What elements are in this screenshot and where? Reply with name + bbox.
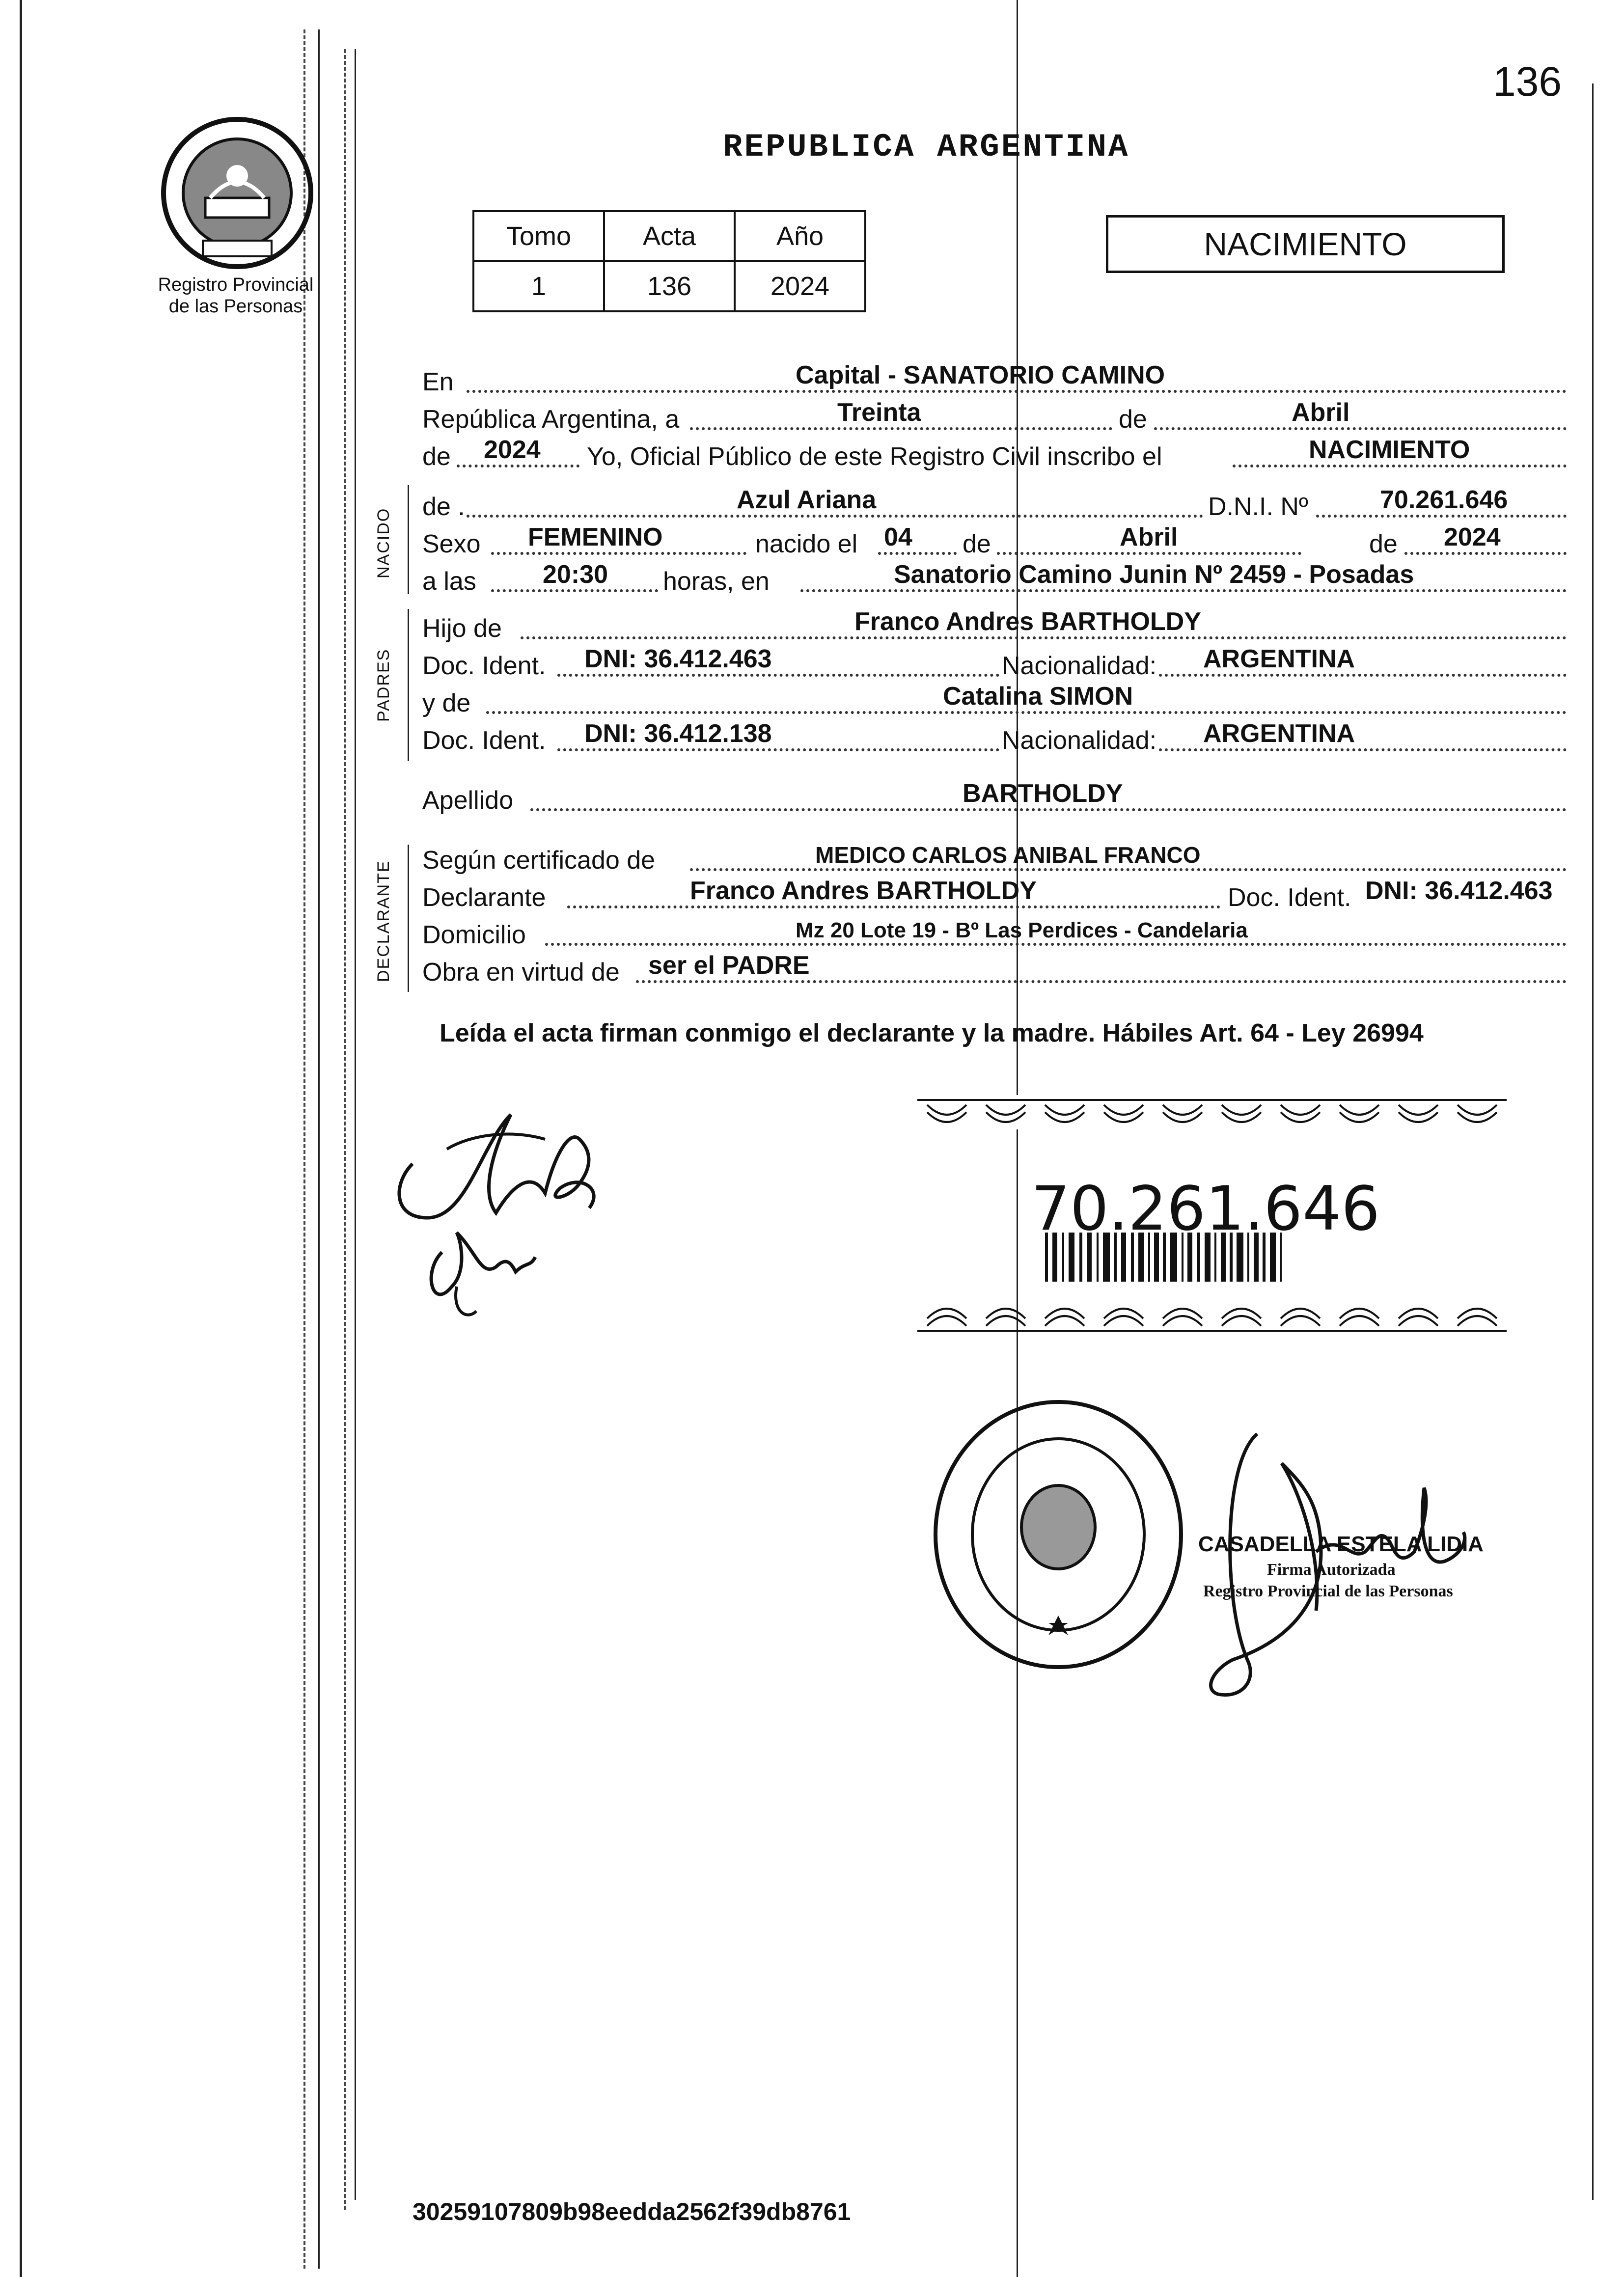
perforation-line-2 bbox=[318, 29, 320, 2269]
row-padre bbox=[422, 608, 1567, 645]
row-doc1 bbox=[422, 645, 1567, 683]
stamp-ring-text bbox=[958, 1409, 972, 1410]
dots bbox=[1159, 674, 1567, 677]
row-sexo bbox=[422, 523, 1567, 561]
row-doc2 bbox=[422, 720, 1567, 757]
record-type-box: NACIMIENTO bbox=[1106, 215, 1505, 273]
dots bbox=[545, 943, 1567, 946]
anio-value: 2024 bbox=[484, 436, 541, 464]
decl-doc-label: Doc. Ident. bbox=[1228, 883, 1351, 912]
dots bbox=[1154, 427, 1567, 430]
dots bbox=[457, 465, 579, 467]
dni-value: 70.261.646 bbox=[1380, 486, 1508, 514]
row-nombre bbox=[422, 486, 1567, 523]
dots bbox=[467, 515, 1203, 518]
dots bbox=[878, 552, 957, 555]
row-declarante bbox=[422, 877, 1567, 914]
republica-label: República Argentina, a bbox=[422, 405, 680, 434]
row-domicilio bbox=[422, 914, 1567, 952]
acta-value-tomo: 1 bbox=[473, 261, 604, 311]
acta-value-acta: 136 bbox=[604, 261, 735, 311]
official-role: Firma Autorizada bbox=[1267, 1561, 1396, 1579]
dots bbox=[800, 589, 1567, 592]
seal-text bbox=[172, 250, 178, 251]
official-office: Registro Provincial de las Personas bbox=[1203, 1582, 1453, 1600]
nac-mes-value: Abril bbox=[1120, 523, 1178, 551]
sexo-value: FEMENINO bbox=[528, 523, 663, 551]
perforation-line-3 bbox=[344, 49, 346, 2210]
de2-label: de bbox=[422, 442, 451, 471]
dia-value: Treinta bbox=[837, 398, 921, 427]
inscribo-value: NACIMIENTO bbox=[1309, 436, 1470, 464]
dots bbox=[1316, 515, 1567, 518]
padres-side-label: PADRES bbox=[374, 648, 393, 722]
cert-value: MEDICO CARLOS ANIBAL FRANCO bbox=[815, 842, 1201, 868]
doc1-value: DNI: 36.412.463 bbox=[584, 645, 772, 673]
dni-label: D.N.I. Nº bbox=[1208, 493, 1308, 521]
obra-value: ser el PADRE bbox=[648, 951, 810, 980]
padre-value: Franco Andres BARTHOLDY bbox=[854, 607, 1201, 636]
domicilio-label: Domicilio bbox=[422, 921, 526, 949]
row-hora bbox=[422, 561, 1567, 598]
cert-label: Según certificado de bbox=[422, 846, 656, 875]
nacido-el-label: nacido el bbox=[755, 530, 858, 558]
nac-de2-label: de bbox=[1369, 530, 1398, 558]
row-cert bbox=[422, 840, 1567, 877]
declarante-value: Franco Andres BARTHOLDY bbox=[690, 877, 1037, 905]
obra-label: Obra en virtud de bbox=[422, 958, 620, 987]
declarante-bracket bbox=[408, 845, 409, 992]
horas-label: horas, en bbox=[663, 567, 770, 596]
nombre-value: Azul Ariana bbox=[737, 486, 877, 514]
dots bbox=[491, 589, 658, 592]
nac1-label: Nacionalidad: bbox=[1002, 652, 1157, 680]
page-number: 136 bbox=[1493, 58, 1562, 105]
apellido-label: Apellido bbox=[422, 786, 514, 815]
yo-label: Yo, Oficial Público de este Registro Civil inscribo el bbox=[587, 442, 1162, 471]
dots bbox=[690, 868, 1567, 871]
perforation-line-1 bbox=[303, 29, 305, 2269]
province-seal-icon bbox=[156, 112, 318, 274]
dots bbox=[1404, 552, 1567, 555]
registry-label-line1: Registro Provincial bbox=[158, 274, 314, 295]
acta-header-tomo: Tomo bbox=[473, 211, 604, 261]
de-label: de bbox=[1119, 405, 1147, 434]
row-yo bbox=[422, 436, 1567, 473]
dots bbox=[557, 748, 999, 751]
acta-table bbox=[472, 210, 866, 312]
closing-text: Leída el acta firman conmigo el declarante y la madre. Hábiles Art. 64 - Ley 26994 bbox=[440, 1019, 1424, 1047]
registry-stamp-icon bbox=[928, 1395, 1188, 1674]
padres-bracket bbox=[408, 609, 409, 761]
dots bbox=[467, 390, 1567, 393]
dots bbox=[1159, 748, 1567, 751]
row-en bbox=[422, 361, 1567, 399]
decl-doc-value: DNI: 36.412.463 bbox=[1365, 877, 1553, 905]
yde-label: y de bbox=[422, 689, 471, 717]
left-margin-line bbox=[20, 0, 22, 2277]
frame-left-line bbox=[355, 49, 356, 2200]
hijo-label: Hijo de bbox=[422, 614, 502, 643]
registry-label-line2: de las Personas bbox=[168, 296, 303, 317]
official-name: CASADELLA ESTELA LIDIA bbox=[1198, 1532, 1484, 1556]
declarante-side-label: DECLARANTE bbox=[374, 860, 393, 982]
doc1-label: Doc. Ident. bbox=[422, 652, 546, 680]
row-madre bbox=[422, 683, 1567, 720]
alas-label: a las bbox=[422, 567, 476, 596]
nac2-value: ARGENTINA bbox=[1203, 719, 1355, 748]
doc2-value: DNI: 36.412.138 bbox=[584, 719, 772, 748]
wave-pattern-top bbox=[917, 1095, 1507, 1129]
registry-label bbox=[147, 274, 324, 317]
en-label: En bbox=[422, 368, 454, 396]
document-hash: 30259107809b98eedda2562f39db8761 bbox=[413, 2198, 851, 2225]
madre-value: Catalina SIMON bbox=[943, 682, 1133, 711]
row-obra bbox=[422, 952, 1567, 989]
frame-right-line bbox=[1592, 83, 1594, 2200]
acta-value-anio: 2024 bbox=[735, 261, 865, 311]
nac-dia-value: 04 bbox=[884, 523, 912, 551]
row-republica bbox=[422, 399, 1567, 436]
mes-value: Abril bbox=[1292, 398, 1350, 427]
nac2-label: Nacionalidad: bbox=[1002, 726, 1157, 755]
dots bbox=[636, 980, 1567, 983]
wave-pattern-bottom bbox=[917, 1309, 1507, 1331]
nacido-side-label: NACIDO bbox=[374, 507, 393, 578]
doc2-label: Doc. Ident. bbox=[422, 726, 546, 755]
acta-header-acta: Acta bbox=[604, 211, 735, 261]
declarante-label: Declarante bbox=[422, 883, 546, 912]
lugar-value: Sanatorio Camino Junin Nº 2459 - Posadas bbox=[894, 560, 1414, 589]
nac-de-label: de bbox=[963, 530, 991, 558]
hora-value: 20:30 bbox=[543, 560, 608, 589]
dots bbox=[557, 674, 999, 677]
nombre-label: de . bbox=[422, 493, 465, 521]
dots bbox=[690, 427, 1112, 430]
row-apellido bbox=[422, 780, 1567, 817]
apellido-value: BARTHOLDY bbox=[963, 779, 1123, 808]
barcode-number: 70.261.646 bbox=[1031, 1174, 1380, 1244]
dots bbox=[491, 552, 746, 555]
dots bbox=[567, 905, 1220, 908]
domicilio-value: Mz 20 Lote 19 - Bº Las Perdices - Candelaria bbox=[796, 918, 1248, 942]
sexo-label: Sexo bbox=[422, 530, 481, 558]
acta-header-anio: Año bbox=[735, 211, 865, 261]
dots bbox=[1233, 465, 1567, 467]
dots bbox=[530, 808, 1567, 811]
dots bbox=[486, 711, 1567, 714]
en-value: Capital - SANATORIO CAMINO bbox=[796, 361, 1165, 389]
dots bbox=[521, 636, 1567, 639]
nacido-bracket bbox=[408, 485, 409, 594]
nac-anio-value: 2024 bbox=[1444, 523, 1501, 551]
nac1-value: ARGENTINA bbox=[1203, 645, 1355, 673]
dots bbox=[997, 552, 1301, 555]
declarant-signature bbox=[383, 1056, 658, 1331]
page-title: REPUBLICA ARGENTINA bbox=[723, 129, 1130, 165]
